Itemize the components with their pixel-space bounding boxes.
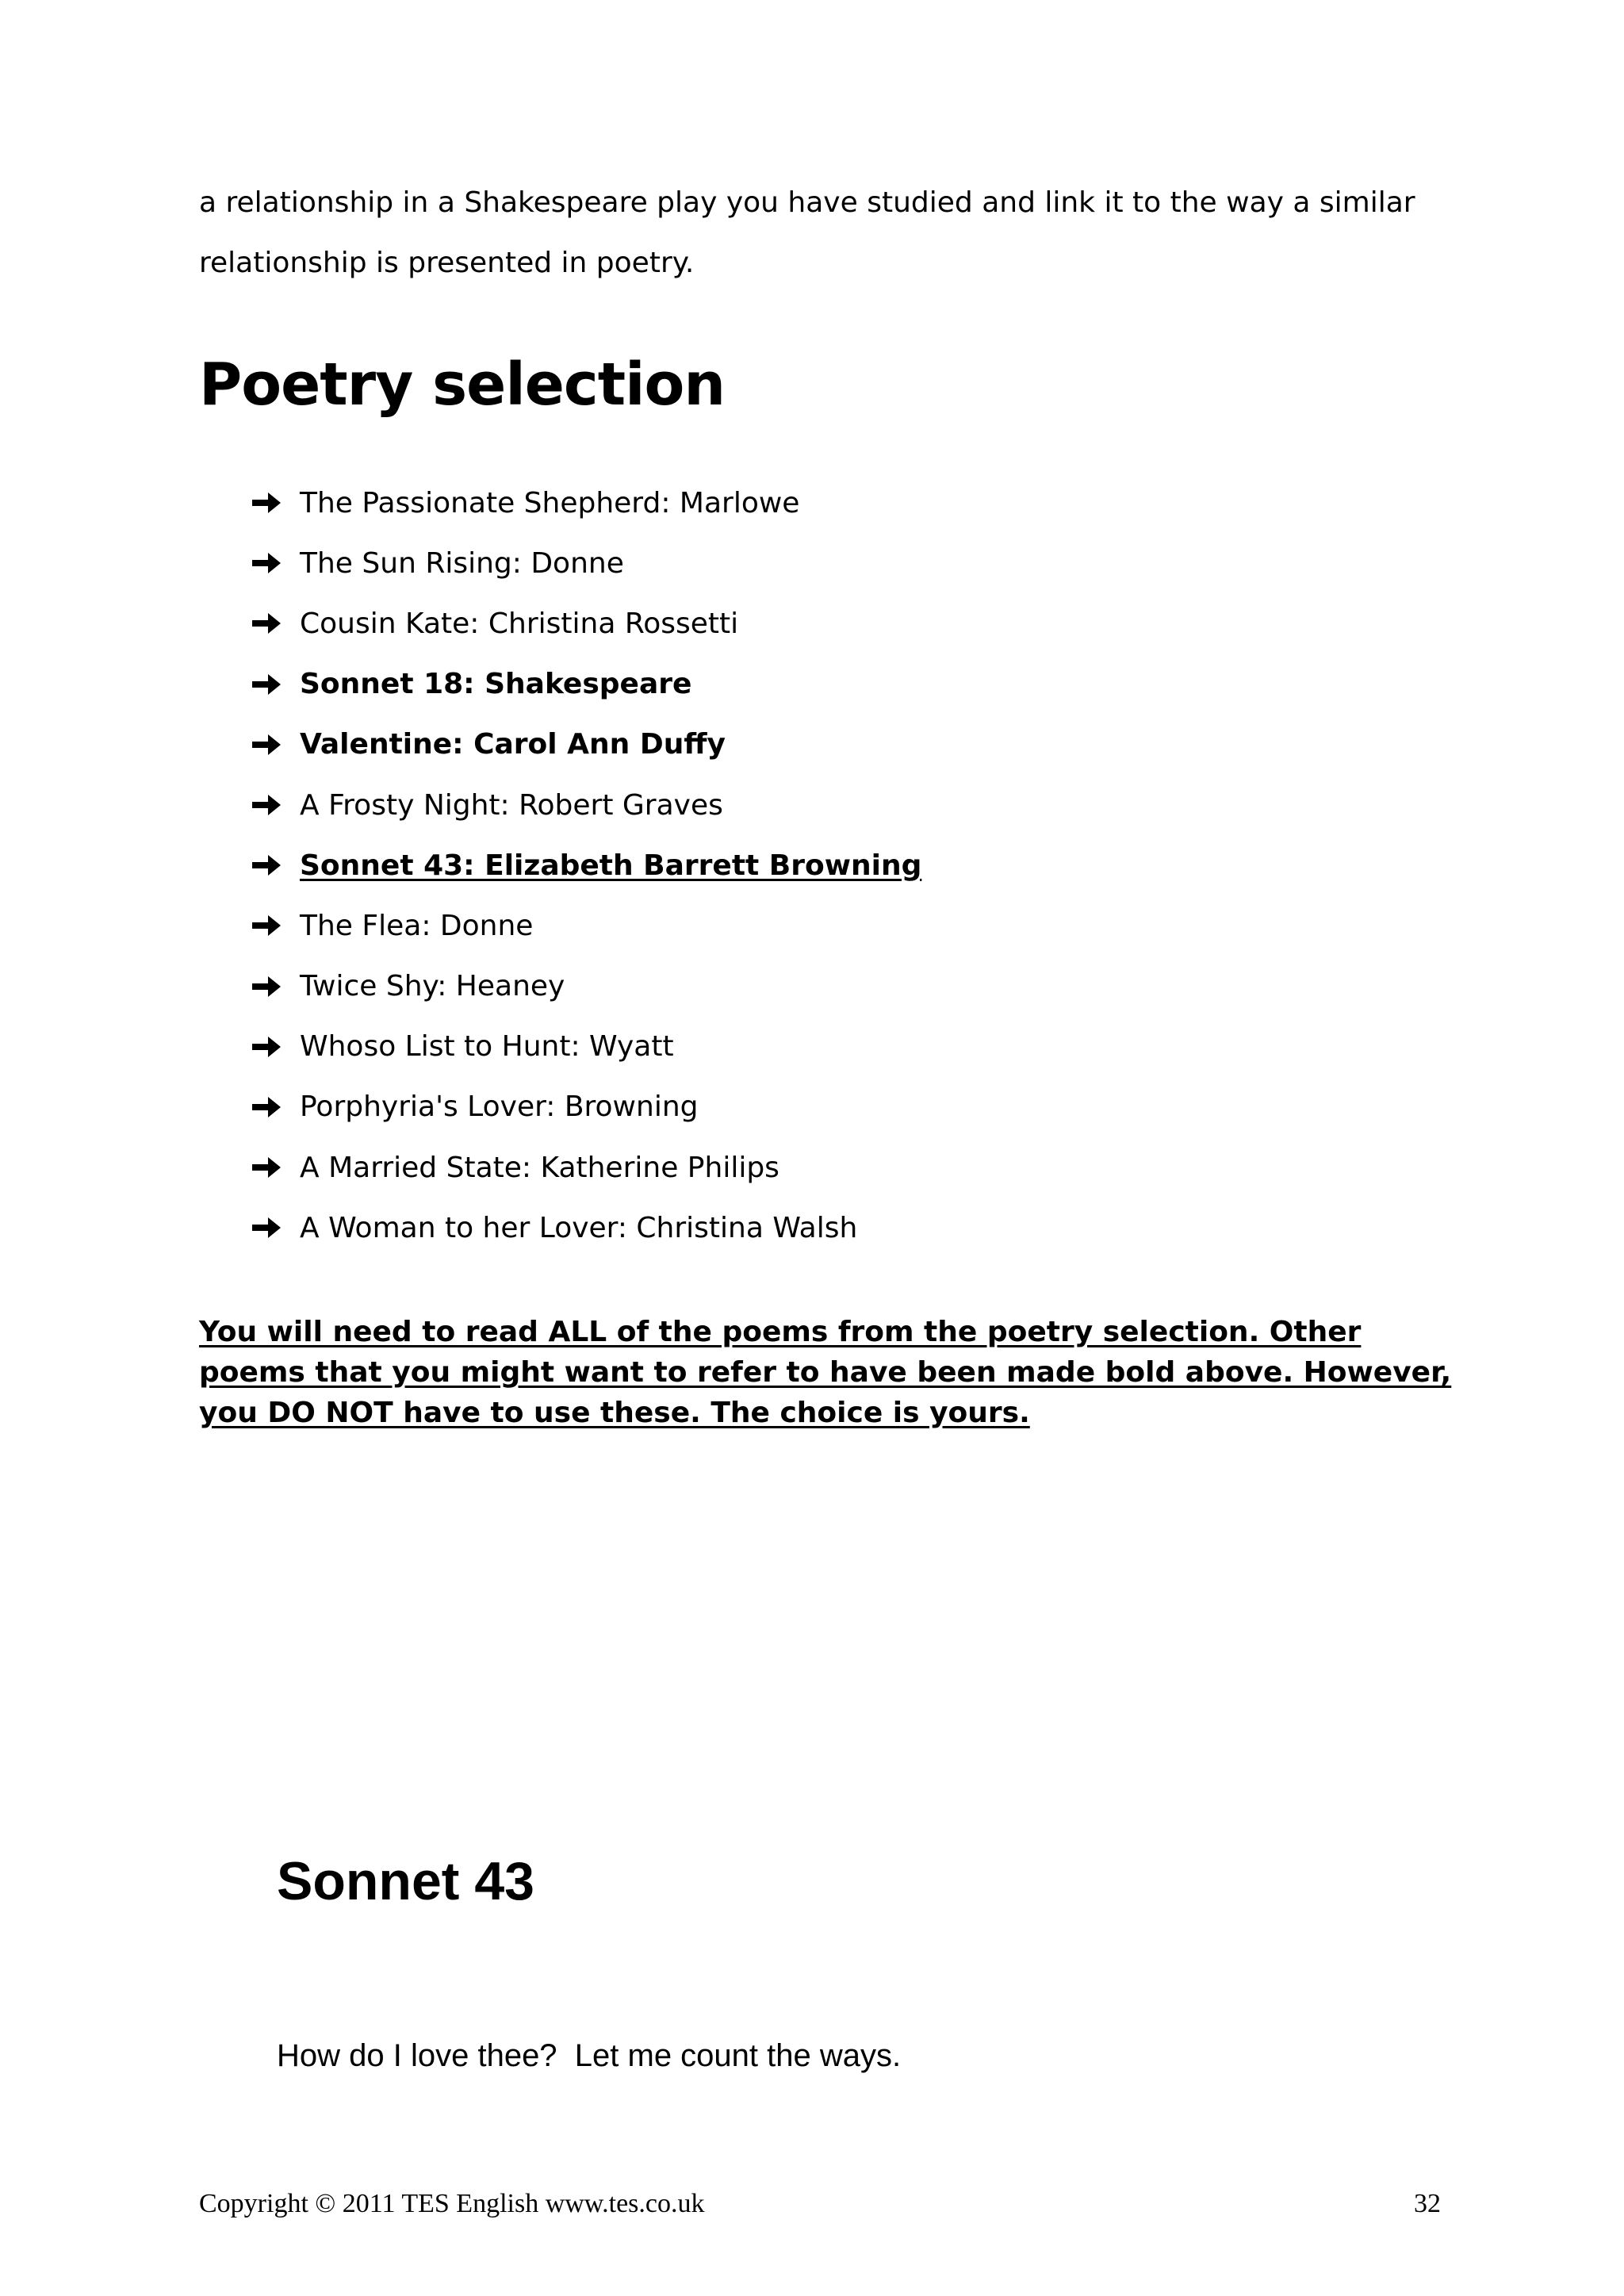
list-item: [252, 533, 921, 593]
list-item: [252, 473, 921, 533]
list-item: [252, 593, 921, 654]
right-arrow-icon: [252, 853, 281, 877]
right-arrow-icon: [252, 1035, 281, 1059]
right-arrow-icon: [252, 914, 281, 937]
right-arrow-icon: [252, 1095, 281, 1119]
poem-title: Sonnet 18: Shakespeare: [300, 668, 692, 701]
list-item: [252, 1077, 921, 1137]
list-item: [252, 835, 921, 895]
list-item: [252, 654, 921, 715]
poetry-selection-heading: Poetry selection: [199, 351, 726, 419]
poem-title: The Passionate Shepherd: Marlowe: [300, 486, 800, 519]
list-item: [252, 1017, 921, 1077]
list-item: [252, 895, 921, 956]
poem-title: The Sun Rising: Donne: [300, 546, 624, 580]
poem-title: A Married State: Katherine Philips: [300, 1151, 779, 1184]
right-arrow-icon: [252, 491, 281, 515]
poem-title: Sonnet 43: Elizabeth Barrett Browning: [300, 849, 922, 882]
poem-title: Cousin Kate: Christina Rossetti: [300, 607, 739, 640]
poem-title: The Flea: Donne: [300, 909, 534, 942]
poem-title: Twice Shy: Heaney: [300, 970, 565, 1003]
right-arrow-icon: [252, 733, 281, 757]
poem-title: A Woman to her Lover: Christina Walsh: [300, 1211, 858, 1244]
sonnet-first-line: How do I love thee? Let me count the ways.: [277, 2038, 902, 2073]
list-item: [252, 1137, 921, 1198]
right-arrow-icon: [252, 1216, 281, 1240]
list-item: [252, 775, 921, 835]
right-arrow-icon: [252, 611, 281, 635]
right-arrow-icon: [252, 1156, 281, 1179]
right-arrow-icon: [252, 793, 281, 817]
page-number: 32: [1414, 2189, 1441, 2218]
reading-instruction-notice: You will need to read ALL of the poems from the poetry selection. Other poems that you might want to refer to have been made bold above. However, you DO NOT have to use these. The choice is yours.: [199, 1316, 1452, 1429]
right-arrow-icon: [252, 673, 281, 696]
list-item: [252, 956, 921, 1017]
footer-copyright: Copyright © 2011 TES English www.tes.co.uk: [199, 2189, 705, 2218]
poem-title: A Frosty Night: Robert Graves: [300, 788, 723, 822]
right-arrow-icon: [252, 551, 281, 575]
poem-title: Whoso List to Hunt: Wyatt: [300, 1030, 674, 1064]
right-arrow-icon: [252, 975, 281, 999]
list-item: [252, 715, 921, 775]
intro-paragraph: a relationship in a Shakespeare play you have studied and link it to the way a similar relationship is presented in poetry.: [199, 186, 1415, 279]
poetry-selection-list: [252, 473, 921, 1258]
list-item: [252, 1198, 921, 1258]
sonnet-heading: Sonnet 43: [277, 1851, 534, 1911]
poem-title: Valentine: Carol Ann Duffy: [300, 728, 726, 761]
poem-title: Porphyria's Lover: Browning: [300, 1091, 699, 1124]
